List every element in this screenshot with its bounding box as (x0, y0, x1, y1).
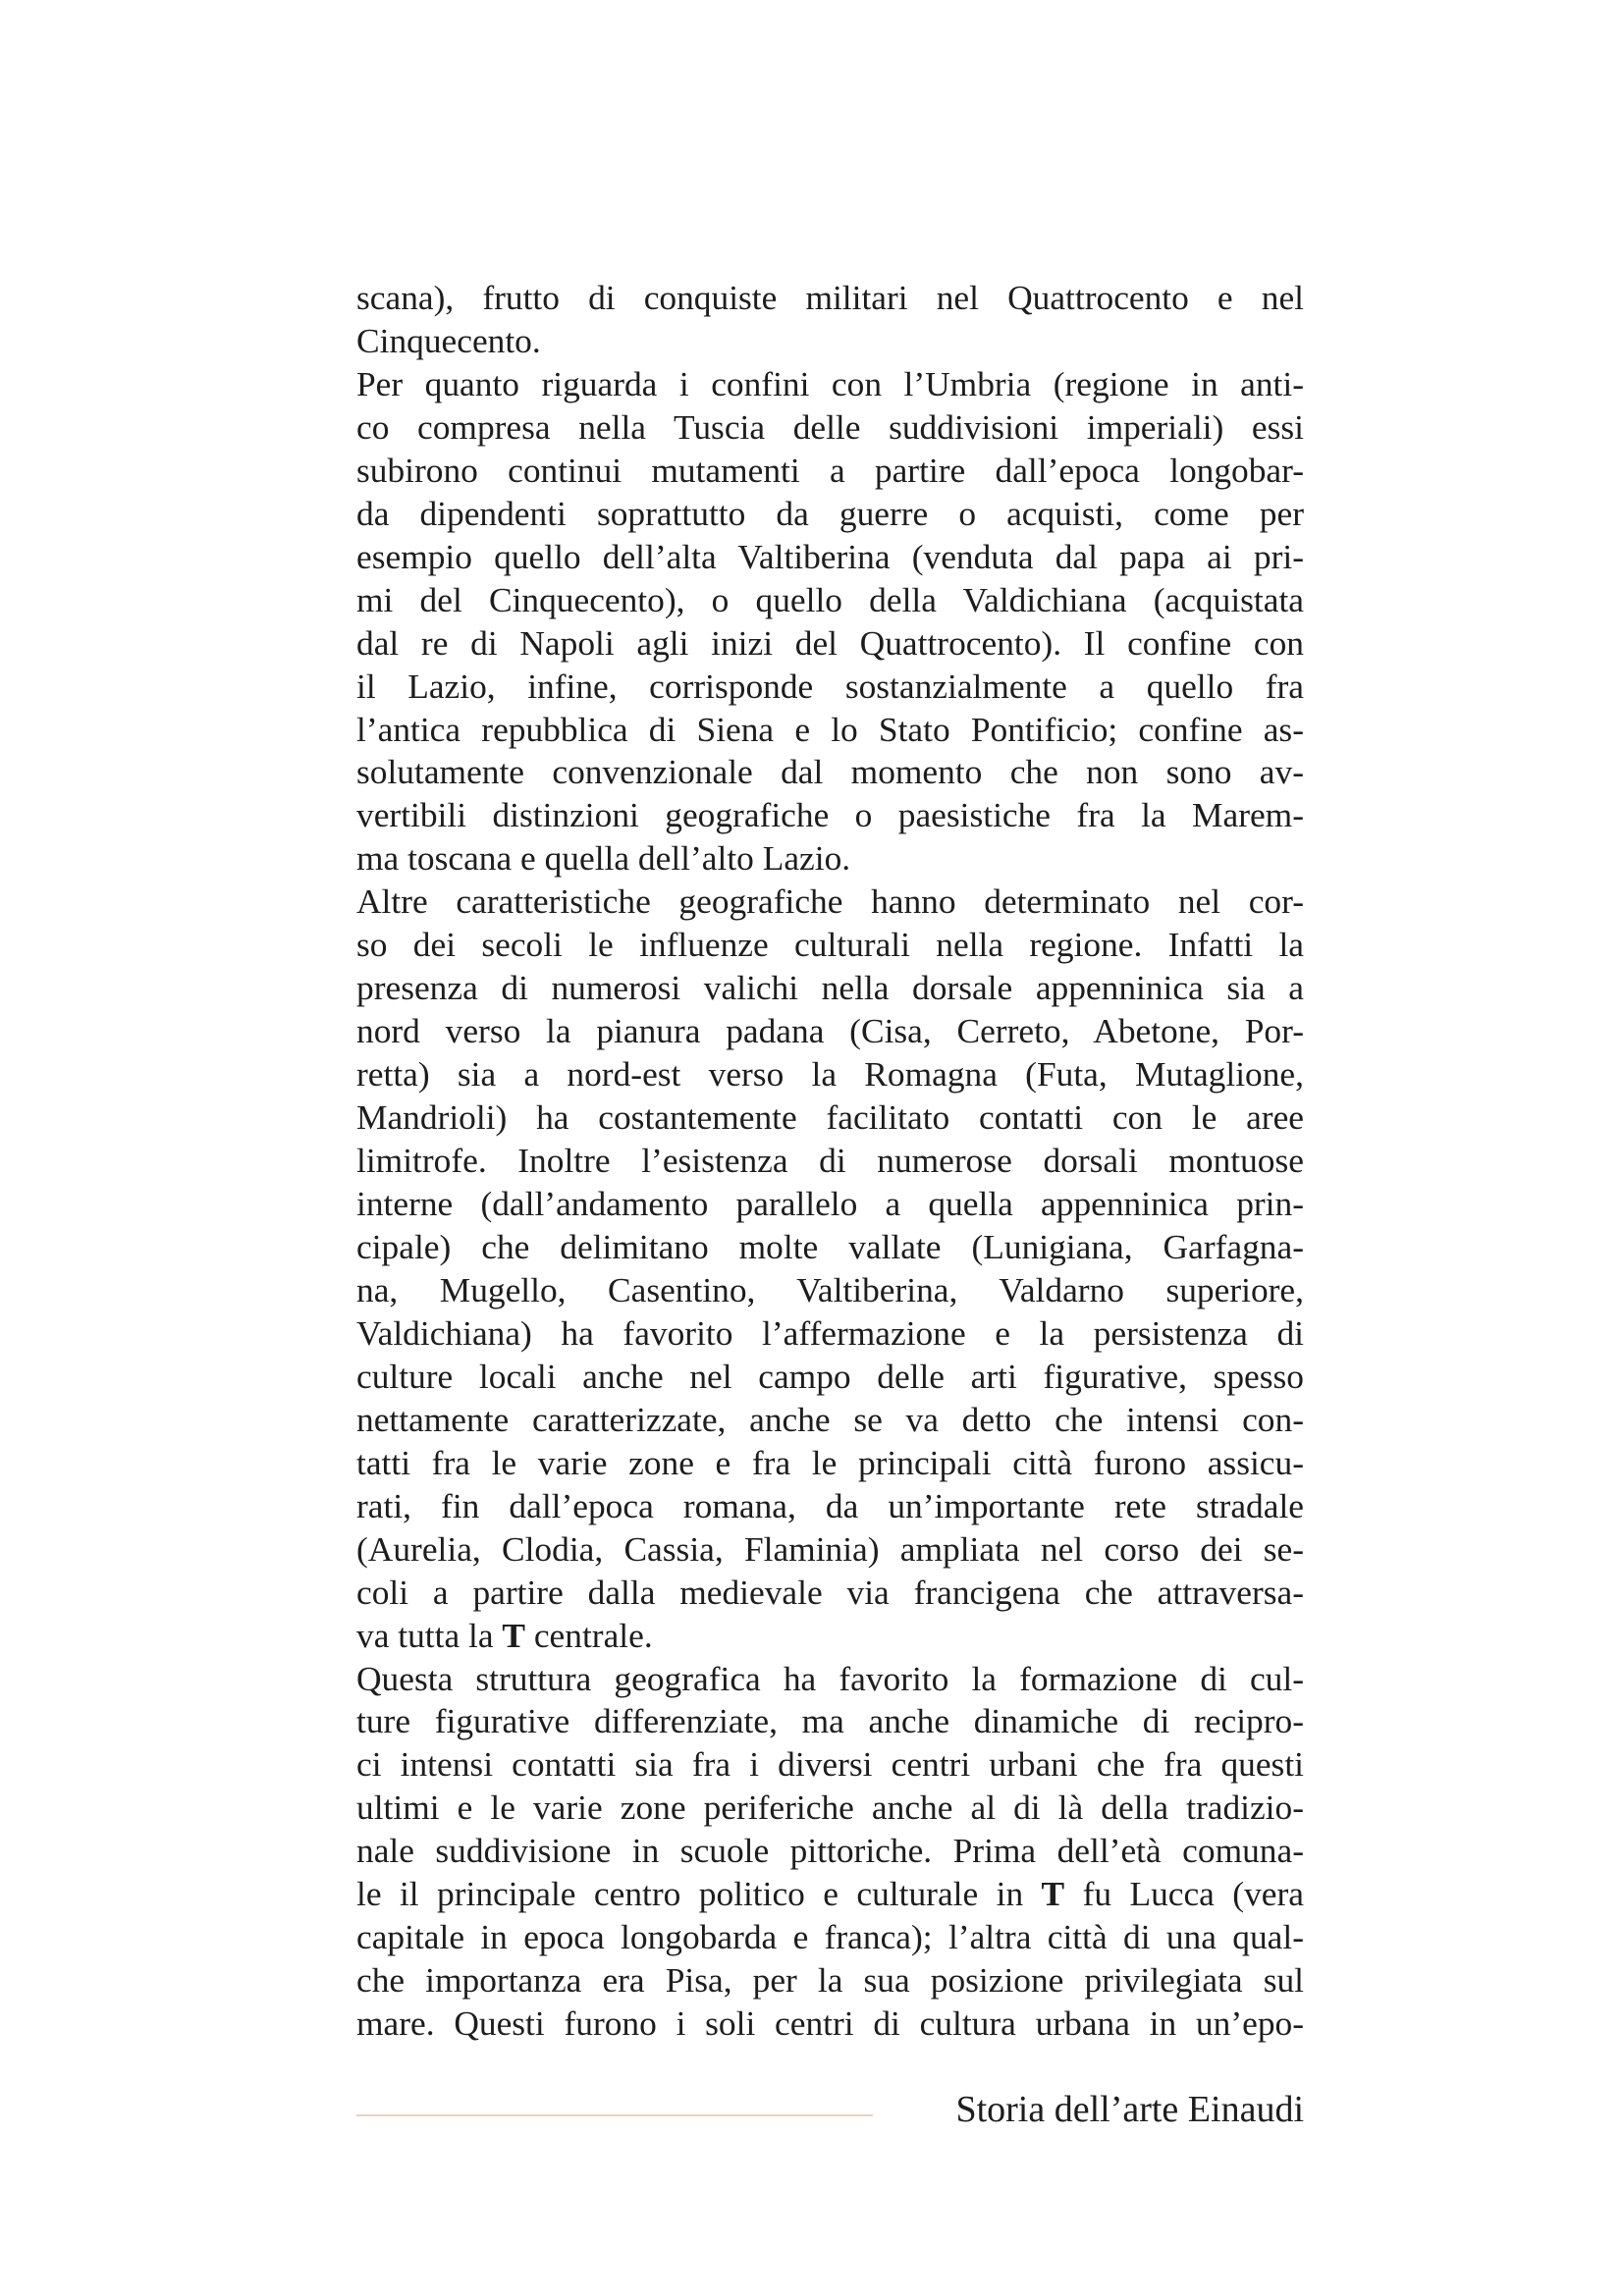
footer-title: Storia dell’arte Einaudi (955, 2089, 1304, 2130)
text-line: retta) sia a nord-est verso la Romagna (Futa, Mutaglione, (356, 1054, 1304, 1095)
bold-t: T (1041, 1874, 1065, 1914)
text-line: cipale) che delimitano molte vallate (Lunigiana, Garfagna- (356, 1226, 1304, 1266)
text-line: Questa struttura geografica ha favorito la formazione di cul- (356, 1658, 1304, 1698)
text-line: ultimi e le varie zone periferiche anche al di là della tradizio- (356, 1788, 1304, 1828)
text-line: scana), frutto di conquiste militari nel Quattrocento e nel (356, 278, 1304, 317)
text-line: Mandrioli) ha costantemente facilitato contatti con le aree (356, 1097, 1304, 1138)
text-fragment: centrale. (525, 1615, 653, 1655)
text-fragment: va tutta la (356, 1615, 503, 1655)
text-line: presenza di numerosi valichi nella dorsale appenninica sia a (356, 968, 1304, 1008)
text-line: subirono continui mutamenti a partire dall’epoca longobar- (356, 450, 1304, 490)
text-line: na, Mugello, Casentino, Valtiberina, Valdarno superiore, (356, 1269, 1304, 1309)
body-text (356, 277, 1304, 2046)
footer-rule (356, 2114, 873, 2116)
text-line: ci intensi contatti sia fra i diversi centri urbani che fra questi (356, 1744, 1304, 1785)
text-line: nale suddivisione in scuole pittoriche. Prima dell’età comuna- (356, 1831, 1304, 1871)
text-line: l’antica repubblica di Siena e lo Stato Pontificio; confine as- (356, 709, 1304, 749)
text-line: solutamente convenzionale dal momento che non sono av- (356, 752, 1304, 792)
text-line: esempio quello dell’alta Valtiberina (venduta dal papa ai pri- (356, 536, 1304, 576)
text-line: mare. Questi furono i soli centri di cultura urbana in un’epo- (356, 2003, 1304, 2044)
text-line: Valdichiana) ha favorito l’affermazione e la persistenza di (356, 1312, 1304, 1353)
bold-t: T (502, 1615, 525, 1655)
text-line: (Aurelia, Clodia, Cassia, Flaminia) ampliata nel corso dei se- (356, 1528, 1304, 1569)
text-line: nord verso la pianura padana (Cisa, Cerreto, Abetone, Por- (356, 1011, 1304, 1051)
text-line: che importanza era Pisa, per la sua posizione privilegiata sul (356, 1960, 1304, 2001)
text-line: tatti fra le varie zone e fra le principali città furono assicu- (356, 1442, 1304, 1482)
text-line: co compresa nella Tuscia delle suddivisioni imperiali) essi (356, 406, 1304, 447)
text-line: ture figurative differenziate, ma anche dinamiche di recipro- (356, 1701, 1304, 1741)
text-line: nettamente caratterizzate, anche se va detto che intensi con- (356, 1399, 1304, 1439)
text-line: Cinquecento. (356, 320, 541, 360)
text-line (356, 1615, 1304, 1658)
text-line: so dei secoli le influenze culturali nella regione. Infatti la (356, 925, 1304, 965)
text-line: Altre caratteristiche geografiche hanno determinato nel cor- (356, 881, 1304, 922)
text-line: Per quanto riguarda i confini con l’Umbria (regione in anti- (356, 363, 1304, 403)
text-line: il Lazio, infine, corrisponde sostanzialmente a quello fra (356, 666, 1304, 706)
text-line: rati, fin dall’epoca romana, da un’importante rete stradale (356, 1485, 1304, 1525)
text-line: da dipendenti soprattutto da guerre o acquisti, come per (356, 493, 1304, 533)
text-line: ma toscana e quella dell’alto Lazio. (356, 838, 851, 879)
text-fragment: fu Lucca (vera (1064, 1874, 1304, 1914)
text-line: mi del Cinquecento), o quello della Valdichiana (acquistata (356, 579, 1304, 619)
text-line: dal re di Napoli agli inizi del Quattrocento). Il confine con (356, 622, 1304, 663)
text-line: interne (dall’andamento parallelo a quella appenninica prin- (356, 1184, 1304, 1224)
text-fragment: le il principale centro politico e culturale in (356, 1874, 1042, 1914)
text-line: culture locali anche nel campo delle arti figurative, spesso (356, 1356, 1304, 1396)
text-line: capitale in epoca longobarda e franca); l’altra città di una qual- (356, 1917, 1304, 1957)
text-line (356, 1873, 1304, 1916)
text-line: coli a partire dalla medievale via francigena che attraversa- (356, 1572, 1304, 1612)
text-line: vertibili distinzioni geografiche o paesistiche fra la Marem- (356, 795, 1304, 835)
text-line: limitrofe. Inoltre l’esistenza di numerose dorsali montuose (356, 1141, 1304, 1181)
